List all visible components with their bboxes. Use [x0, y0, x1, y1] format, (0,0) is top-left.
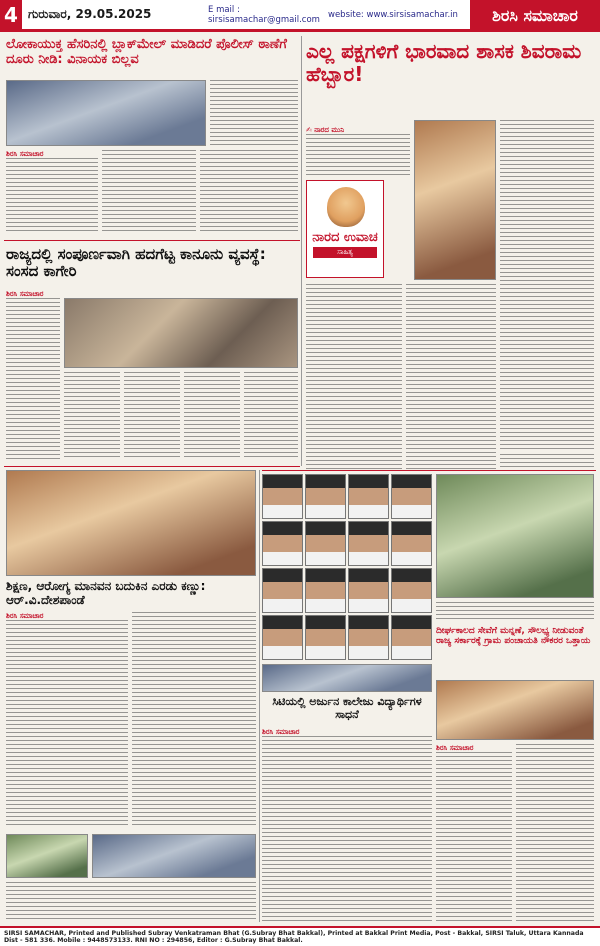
student-photo: [391, 521, 432, 566]
student-photo: [262, 474, 303, 519]
text-deshpande-col1: [6, 620, 128, 828]
byline-lokayukta: ಶಿರಸಿ ಸಮಾಚಾರ: [6, 150, 44, 158]
byline-hebbar: ✍ ನಾರದ ಮುನಿ: [306, 126, 345, 134]
student-photo: [391, 474, 432, 519]
contact-email: E mail : sirsisamachar@gmail.com: [208, 4, 320, 25]
divider: [262, 470, 596, 471]
narada-title: ನಾರದ ಉವಾಚ: [312, 230, 378, 245]
text-college-col1: [262, 736, 432, 922]
student-photo: [305, 615, 346, 660]
student-photo: [348, 615, 389, 660]
photo-lokayukta-meeting: [6, 80, 206, 146]
student-photo: [262, 615, 303, 660]
website-url: website: www.sirsisamachar.in: [328, 9, 458, 20]
byline-gram: ಶಿರಸಿ ಸಮಾಚಾರ: [436, 744, 474, 752]
photo-kageri-press: [64, 298, 298, 368]
student-photo: [262, 568, 303, 613]
column-divider: [301, 36, 302, 466]
text-deshpande-col2: [132, 612, 256, 828]
student-photo: [391, 568, 432, 613]
student-photo: [305, 474, 346, 519]
student-photo: [305, 568, 346, 613]
text-law-col1: [6, 298, 60, 460]
text-law-col2: [64, 372, 120, 460]
imprint-text: SIRSI SAMACHAR, Printed and Published Subray Venkatraman Bhat (G.Subray Bhat Bakkal), Printed at Bakkal Print Media, Post - Bakkal, SIRSI Taluk, Uttara Kannada Dist - 581 336. Mobile : 9448573133. RNI NO : 294856, Editor : G.Subray Bhat Bakkal.: [4, 930, 584, 944]
text-gram-col2: [516, 744, 594, 922]
photo-deshpande-event: [6, 470, 256, 576]
text-lokayukta-col1: [6, 158, 98, 234]
narada-uvacha-box: [306, 180, 384, 278]
student-photo: [348, 521, 389, 566]
student-photo: [262, 521, 303, 566]
headline-gram-panchayat: ದೀರ್ಘಕಾಲದ ಸೇವೆಗೆ ಮನ್ನಣೆ, ಸೌಲಭ್ಯ ನೀಡುವಂತೆ ರಾಜ್ಯ ಸರ್ಕಾರಕ್ಕೆ ಗ್ರಾಮ ಪಂಚಾಯತಿ ನೌಕರರ ಒತ್ತಾಯ: [436, 626, 591, 647]
text-lokayukta-side: [210, 80, 298, 146]
byline-law: ಶಿರಸಿ ಸಮಾಚಾರ: [6, 290, 44, 298]
text-hebbar-right2: [500, 454, 594, 474]
text-hebbar-right1: [500, 120, 594, 450]
photo-college-students: [262, 664, 432, 692]
photo-memorandum: [436, 474, 594, 598]
student-portrait-grid: [262, 474, 432, 660]
student-photo: [391, 615, 432, 660]
headline-hebbar: ಎಲ್ಲ ಪಕ್ಷಗಳಿಗೆ ಭಾರವಾದ ಶಾಸಕ ಶಿವರಾಮ ಹೆಬ್ಬಾರ!: [306, 39, 582, 86]
masthead: [0, 0, 600, 32]
page-number: 4: [0, 0, 22, 31]
text-law-col3: [124, 372, 180, 460]
byline-deshpande: ಶಿರಸಿ ಸಮಾಚಾರ: [6, 612, 44, 620]
imprint-footer: [0, 926, 600, 946]
text-lokayukta-col2: [102, 150, 196, 234]
text-gram-col1: [436, 752, 512, 922]
headline-lokayukta: ಲೋಕಾಯುಕ್ತ ಹೆಸರಿನಲ್ಲಿ ಬ್ಲಾಕ್‌ಮೇಲ್ ಮಾಡಿದರೆ ಪೊಲೀಸ್ ಠಾಣೆಗೆ ದೂರು ನೀಡಿ: ವಿನಾಯಕ ಬಿಲ್ಲವ: [6, 37, 287, 67]
headline-deshpande: ಶಿಕ್ಷಣ, ಆರೋಗ್ಯ ಮಾನವನ ಬದುಕಿನ ಎರಡು ಕಣ್ಣು: ಆರ್.ವಿ.ದೇಶಪಾಂಡೆ: [6, 579, 206, 607]
issue-date: ಗುರುವಾರ, 29.05.2025: [28, 7, 152, 21]
student-photo: [348, 474, 389, 519]
text-law-col4: [184, 372, 240, 460]
narada-subtitle: ಸಾಹಿತ್ಯ: [313, 247, 377, 258]
text-hebbar-intro: [306, 134, 410, 178]
text-law-col5: [244, 372, 298, 460]
text-memorandum-caption: [436, 602, 594, 622]
column-divider: [259, 470, 260, 922]
text-lokayukta-col3: [200, 150, 298, 234]
photo-gram-panchayat: [436, 680, 594, 740]
byline-college: ಶಿರಸಿ ಸಮಾಚಾರ: [262, 728, 300, 736]
headline-college: ಸಿಟಿಯಲ್ಲಿ ಅರ್ಜುನ ಕಾಲೇಜು ವಿದ್ಯಾರ್ಥಿಗಳ ಸಾಧನೆ: [272, 695, 422, 721]
photo-hebbar-portrait: [414, 120, 496, 280]
text-hebbar-col1: [306, 284, 402, 470]
photo-ambulance: [6, 834, 88, 878]
narada-caricature: [327, 187, 365, 227]
text-hebbar-col2: [406, 284, 496, 470]
divider: [4, 240, 300, 241]
headline-law-order: ರಾಜ್ಯದಲ್ಲಿ ಸಂಪೂರ್ಣವಾಗಿ ಹದಗೆಟ್ಟ ಕಾನೂನು ವ್ಯವಸ್ಥೆ: ಸಂಸದ ಕಾಗೇರಿ: [6, 245, 266, 281]
text-ambulance-caption: [6, 882, 256, 922]
student-photo: [305, 521, 346, 566]
student-photo: [348, 568, 389, 613]
divider: [4, 466, 300, 467]
newspaper-brand: ಶಿರಸಿ ಸಮಾಚಾರ: [470, 0, 600, 32]
photo-ambulance-2: [92, 834, 256, 878]
